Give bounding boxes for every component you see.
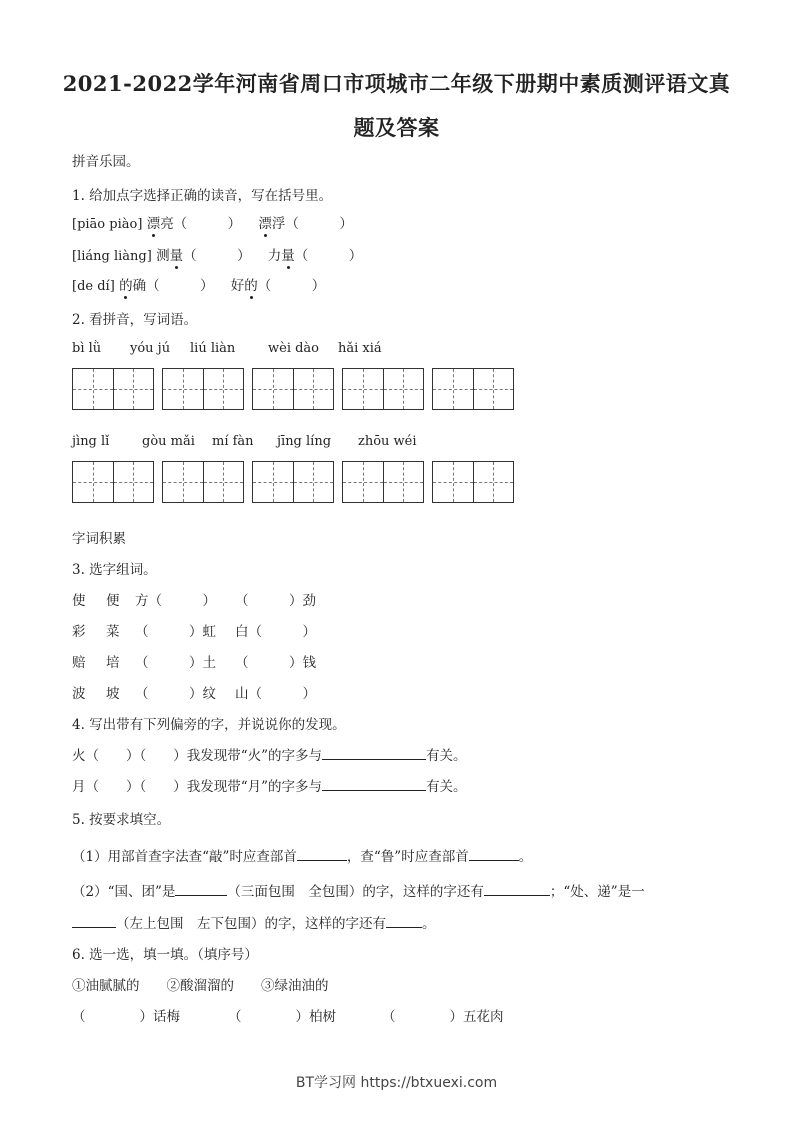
q1-row-1-word-1-dotted: 漂 — [147, 212, 161, 232]
q6-options: ①油腻腻的 ②酸溜溜的 ③绿油油的 — [72, 978, 329, 994]
answer-blank[interactable] — [72, 913, 116, 928]
q1-row-2-pinyin: [liáng liàng] — [72, 249, 152, 264]
q1-row-2-word-2-blank: （ ） — [294, 248, 363, 264]
q5-part-2 — [72, 880, 645, 900]
q3-blank-1: 方（ ） — [135, 593, 216, 609]
question-1-prompt: 1. 给加点字选择正确的读音，写在括号里。 — [72, 188, 333, 204]
question-5-prompt: 5. 按要求填空。 — [72, 812, 171, 828]
q3-char-1: 波 — [72, 686, 86, 702]
q4-row-1-end: 有关。 — [426, 748, 467, 764]
answer-blank[interactable] — [469, 846, 519, 861]
q5-part-3-a: （左上包围 左下包围）的字，这样的字还有 — [116, 916, 386, 932]
writing-grid[interactable] — [432, 368, 514, 410]
q4-row-2-end: 有关。 — [426, 779, 467, 795]
q2-pinyin-2-3: mí fàn — [212, 434, 254, 449]
q5-part-1 — [72, 845, 532, 865]
writing-grid[interactable] — [162, 368, 244, 410]
footer-watermark: BT学习网 https://btxuexi.com — [295, 1075, 498, 1091]
q2-pinyin-1-4: wèi dào — [268, 341, 320, 356]
writing-grid[interactable] — [162, 461, 244, 503]
q2-pinyin-2-1: jìng lǐ — [72, 434, 110, 449]
q1-row-3-word-2-dotted: 的 — [244, 274, 258, 294]
q3-blank-2: 白（ ） — [235, 624, 316, 640]
q3-blank-1: （ ）虹 — [135, 624, 216, 640]
q2-pinyin-1-3: liú liàn — [190, 341, 236, 356]
q3-blank-2: 山（ ） — [235, 686, 316, 702]
answer-blank[interactable] — [322, 745, 426, 760]
q1-row-3 — [72, 274, 325, 294]
q3-blank-1: （ ）土 — [135, 655, 216, 671]
q5-part-2-a: （2）“国、团”是 — [72, 884, 176, 900]
answer-blank[interactable] — [386, 913, 422, 928]
q3-char-1: 使 — [72, 593, 86, 609]
q1-row-2-word-1-blank: （ ） — [183, 248, 251, 264]
section-heading-vocabulary: 字词积累 — [72, 531, 126, 547]
q1-row-1-word-1-rest: 亮（ ） — [160, 216, 242, 232]
q1-row-3-word-1-dotted: 的 — [119, 274, 133, 294]
answer-blank[interactable] — [175, 881, 227, 896]
q2-pinyin-1-5: hǎi xiá — [338, 341, 382, 356]
q3-blank-2: （ ）钱 — [235, 655, 316, 671]
q4-row-1-text: 火（ ）（ ）我发现带“火”的字多与 — [72, 748, 323, 764]
q4-row-2 — [72, 775, 467, 795]
writing-grid[interactable] — [342, 461, 424, 503]
q2-pinyin-1-2: yóu jú — [130, 341, 171, 356]
document-title-line-2: 题及答案 — [353, 115, 440, 140]
q5-part-3-b: 。 — [422, 916, 436, 932]
q1-row-1-word-2-rest: 浮（ ） — [271, 216, 353, 232]
q5-part-1-c: 。 — [518, 849, 533, 865]
q1-row-2-word-2-dotted: 量 — [281, 244, 295, 264]
q1-row-2-word-1-dotted: 量 — [170, 244, 184, 264]
q2-pinyin-2-4: jīng líng — [277, 434, 332, 449]
q3-char-1: 彩 — [72, 624, 86, 640]
answer-blank[interactable] — [484, 881, 550, 896]
q1-row-3-word-2-a: 好 — [230, 278, 245, 294]
q1-row-3-word-2-blank: （ ） — [257, 278, 326, 294]
q5-part-2-c: ；“处、递”是一 — [549, 884, 645, 900]
q3-char-2: 菜 — [106, 624, 120, 640]
q5-part-1-b: ，查“鲁”时应查部首 — [346, 849, 469, 865]
q1-row-1 — [72, 212, 353, 232]
q3-char-2: 便 — [106, 593, 120, 609]
q3-char-2: 坡 — [106, 686, 120, 702]
question-6-prompt: 6. 选一选，填一填。（填序号） — [72, 947, 258, 963]
q6-blank-1: （ ）话梅 — [72, 1009, 180, 1025]
q1-row-1-word-2-dotted: 漂 — [258, 212, 272, 232]
question-3-prompt: 3. 选字组词。 — [72, 562, 157, 578]
q5-part-1-a: （1）用部首查字法查“敲”时应查部首 — [72, 849, 297, 865]
q3-blank-1: （ ）纹 — [135, 686, 216, 702]
q1-row-1-pinyin: [piāo piào] — [72, 217, 143, 232]
section-heading-pinyin: 拼音乐园。 — [72, 154, 140, 170]
q3-char-2: 培 — [106, 655, 120, 671]
q2-pinyin-1-1: bì lǜ — [72, 341, 102, 356]
q6-blank-2: （ ）柏树 — [228, 1009, 336, 1025]
q4-row-1 — [72, 744, 467, 764]
q3-blank-2: （ ）劲 — [235, 593, 316, 609]
q1-row-3-pinyin: [de dí] — [72, 279, 115, 294]
q4-row-2-text: 月（ ）（ ）我发现带“月”的字多与 — [72, 779, 323, 795]
answer-blank[interactable] — [297, 846, 347, 861]
answer-blank[interactable] — [322, 776, 426, 791]
q5-part-3 — [72, 912, 436, 932]
q2-pinyin-2-5: zhōu wéi — [358, 434, 417, 449]
question-4-prompt: 4. 写出带有下列偏旁的字，并说说你的发现。 — [72, 717, 346, 733]
q1-row-3-word-1-rest: 确（ ） — [132, 278, 214, 294]
writing-grid[interactable] — [342, 368, 424, 410]
q1-row-2-word-2-a: 力 — [267, 248, 282, 264]
document-title-line-1: 2021-2022学年河南省周口市项城市二年级下册期中素质测评语文真 — [62, 71, 731, 96]
writing-grid[interactable] — [432, 461, 514, 503]
q5-part-2-b: （三面包围 全包围）的字，这样的字还有 — [227, 884, 484, 900]
q3-char-1: 赔 — [72, 655, 86, 671]
writing-grid[interactable] — [252, 461, 334, 503]
q1-row-2-word-1-a: 测 — [156, 248, 170, 264]
question-2-prompt: 2. 看拼音，写词语。 — [72, 312, 198, 328]
q2-pinyin-2-2: gòu mǎi — [142, 434, 195, 449]
q1-row-2 — [72, 244, 362, 264]
writing-grid[interactable] — [72, 461, 154, 503]
writing-grid[interactable] — [252, 368, 334, 410]
q6-blank-3: （ ）五花肉 — [382, 1009, 504, 1025]
writing-grid[interactable] — [72, 368, 154, 410]
